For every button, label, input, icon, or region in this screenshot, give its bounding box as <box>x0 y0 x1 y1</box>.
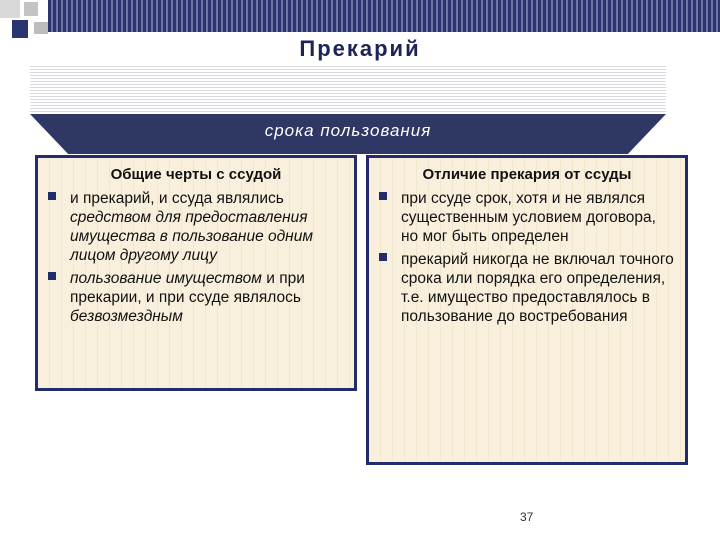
bullet-text: при ссуде срок, хотя и не являлся существенным условием договора, но мог быть определен <box>401 190 656 245</box>
square-bullet-icon <box>48 192 56 200</box>
common-features-heading: Общие черты с ссудой <box>110 166 282 183</box>
header-stripe <box>48 0 720 32</box>
square-bullet-icon <box>379 253 387 261</box>
bullet-text: и при прекарии, и при ссуде являлось <box>70 270 305 306</box>
list-item <box>46 269 346 326</box>
decor-square-icon <box>0 0 20 18</box>
page-number: 37 <box>520 510 534 524</box>
common-features-list <box>46 189 346 326</box>
square-bullet-icon <box>379 192 387 200</box>
differences-heading: Отличие прекария от ссуды <box>422 166 632 183</box>
bullet-text-italic: пользование имуществом <box>70 270 262 287</box>
bullet-text-italic: безвозмездным <box>70 308 183 325</box>
list-item <box>377 250 677 326</box>
bullet-text: и прекарий, и ссуда являлись <box>70 190 284 207</box>
banner-text: срока пользования <box>264 121 432 140</box>
decor-square-icon <box>24 2 38 16</box>
banner-stripes <box>30 64 666 114</box>
bullet-text: прекарий никогда не включал точного срока или порядка его определения, т.е. имущество предоставлялось в пользование до востребования <box>401 251 674 325</box>
differences-list <box>377 189 677 326</box>
decor-square-icon <box>34 22 48 34</box>
list-item <box>377 189 677 246</box>
list-item <box>46 189 346 265</box>
bullet-text-italic: средством для предоставления имущества в пользование одним лицом другому лицу <box>70 209 313 264</box>
page-title: Прекарий <box>299 36 421 61</box>
common-features-box <box>35 155 357 391</box>
differences-box <box>366 155 688 465</box>
square-bullet-icon <box>48 272 56 280</box>
